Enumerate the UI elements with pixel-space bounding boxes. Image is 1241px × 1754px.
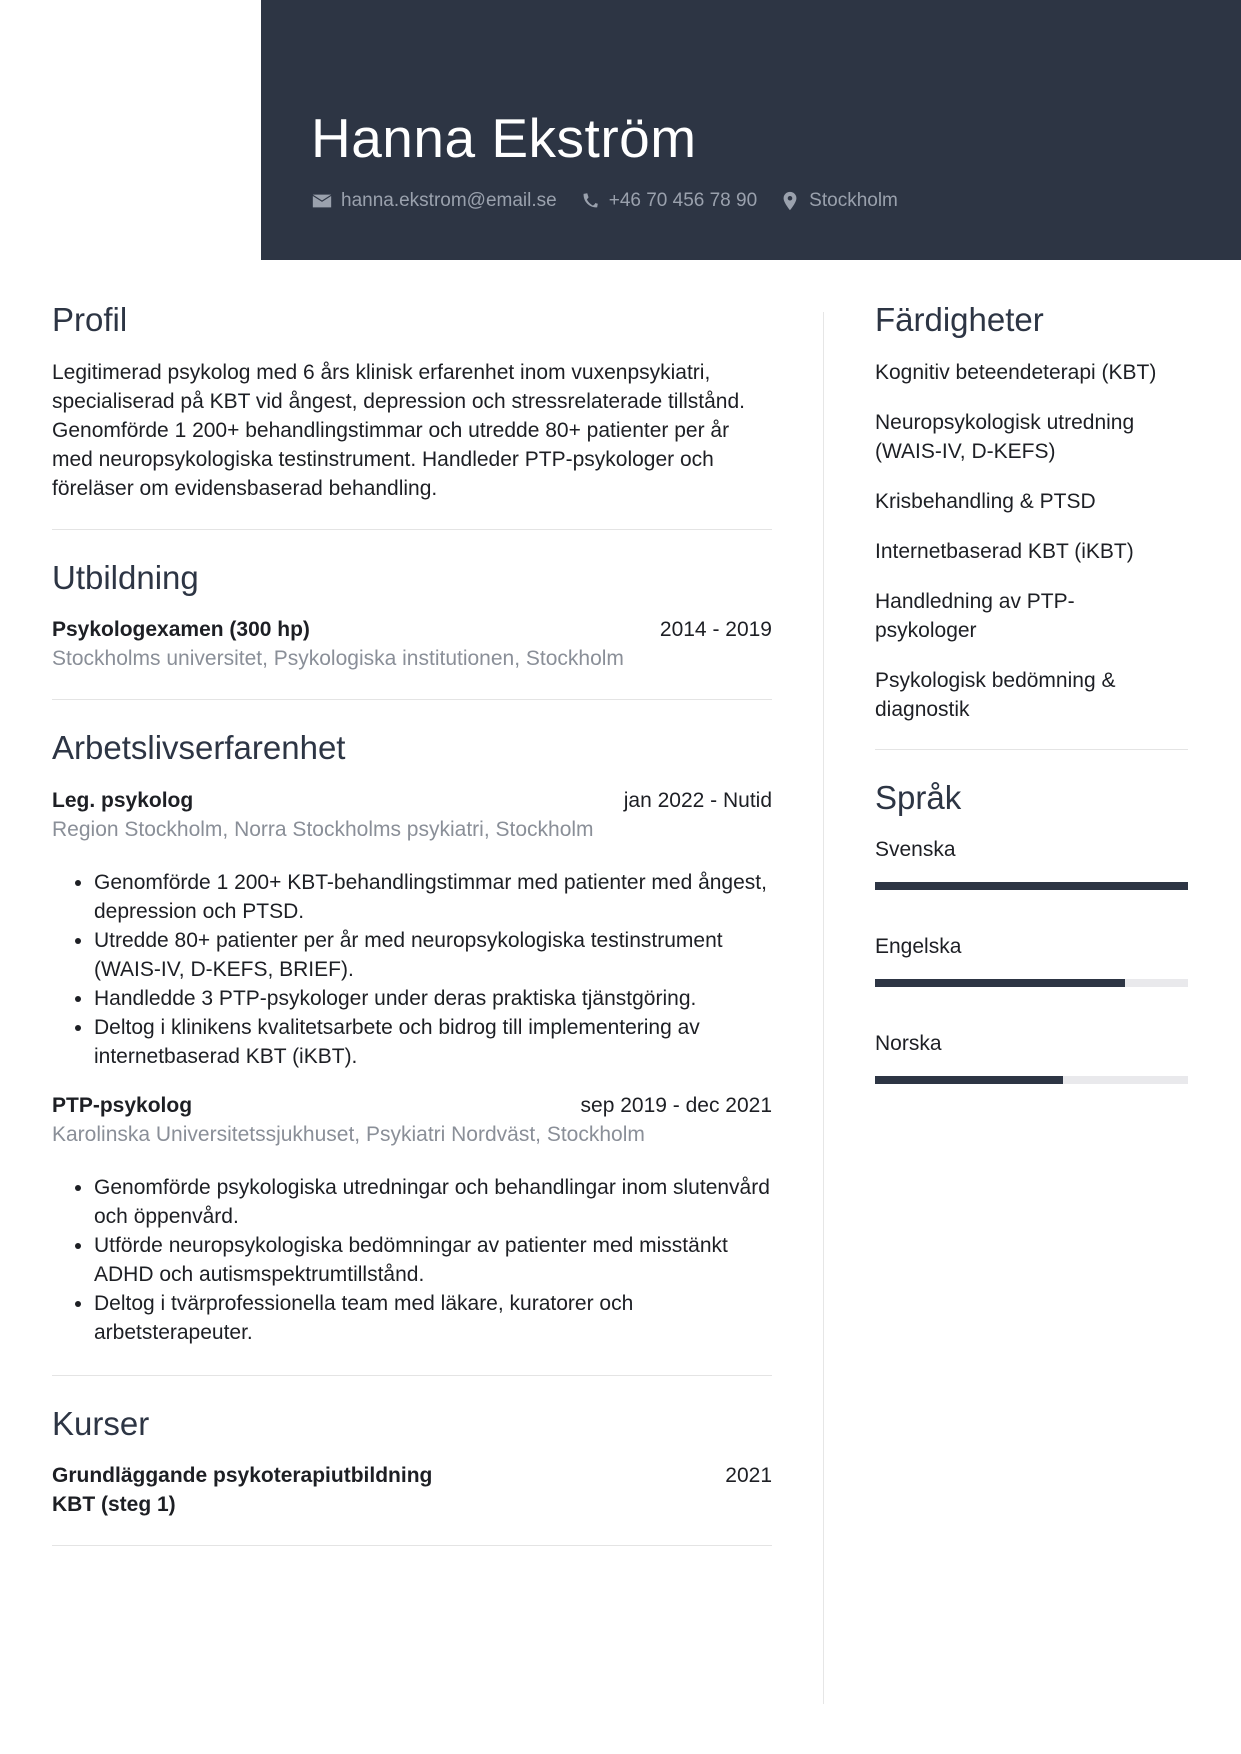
language-level-fill	[875, 1076, 1063, 1084]
language-name: Norska	[875, 1032, 942, 1056]
language-level-bar	[875, 979, 1188, 987]
job-employer: Karolinska Universitetssjukhuset, Psykiatri Nordväst, Stockholm	[52, 1122, 645, 1146]
envelope-icon	[311, 190, 333, 212]
list-item: • Utredde 80+ patienter per år med neuropsykologiska testinstrument (WAIS-IV, D-KEFS, BRIEF).	[94, 926, 772, 984]
main-column	[52, 300, 772, 1546]
list-item: • Handledde 3 PTP-psykologer under deras praktiska tjänstgöring.	[94, 984, 772, 1013]
job-title: Leg. psykolog	[52, 788, 194, 812]
education-degree: Psykologexamen (300 hp)	[52, 618, 310, 642]
side-column	[875, 300, 1188, 1126]
experience-section	[52, 700, 772, 1376]
course-date: 2021	[725, 1464, 772, 1488]
job-date: jan 2022 - Nutid	[623, 788, 772, 812]
courses-section	[52, 1376, 772, 1547]
section-title-experience: Arbetslivserfarenhet	[52, 729, 346, 767]
list-item: • Genomförde 1 200+ KBT-behandlingstimmar med patienter med ångest, depression och PTSD.	[94, 868, 772, 926]
job-date: sep 2019 - dec 2021	[580, 1093, 772, 1117]
profile-section	[52, 300, 772, 530]
contact-email[interactable]	[311, 190, 557, 212]
job-employer: Region Stockholm, Norra Stockholms psykiatri, Stockholm	[52, 817, 594, 841]
course-title: Grundläggande psykoterapiutbildning KBT (steg 1)	[52, 1464, 433, 1517]
languages-section	[875, 750, 1188, 1085]
job-title: PTP-psykolog	[52, 1093, 193, 1117]
education-entry	[52, 615, 772, 673]
candidate-name: Hanna Ekström	[311, 107, 697, 169]
education-date: 2014 - 2019	[659, 618, 772, 642]
language-level-bar	[875, 882, 1188, 890]
list-item: • Genomförde psykologiska utredningar och behandlingar inom slutenvård och öppenvård.	[94, 1173, 772, 1231]
skill-item: Kognitiv beteendeterapi (KBT)	[875, 360, 1157, 384]
contact-phone[interactable]	[579, 190, 757, 212]
job-bullets	[52, 868, 772, 1071]
job-bullets	[52, 1173, 772, 1347]
list-item: • Utförde neuropsykologiska bedömningar av patienter med misstänkt ADHD och autismspektrumtillstånd.	[94, 1231, 772, 1289]
language-level-fill	[875, 882, 1188, 890]
phone-icon	[579, 190, 601, 212]
language-name: Engelska	[875, 935, 962, 959]
skill-item: Krisbehandling & PTSD	[875, 489, 1096, 513]
language-level-bar	[875, 1076, 1188, 1084]
section-title-skills: Färdigheter	[875, 301, 1044, 338]
contact-row	[311, 190, 920, 212]
section-title-profile: Profil	[52, 301, 128, 338]
profile-text: Legitimerad psykolog med 6 års klinisk erfarenhet inom vuxenpsykiatri, specialiserad på KBT vid ångest, depression och stressrelaterade tillstånd. Genomförde 1 200+ behandlingstimmar och utredde 80+ patienter per år med neuropsykologiska testinstrument. Handleder PTP-psykologer och föreläser om evidensbaserad behandling.	[52, 360, 745, 500]
list-item: • Deltog i klinikens kvalitetsarbete och bidrog till implementering av internetbaserad KBT (iKBT).	[94, 1013, 772, 1071]
map-pin-icon	[779, 190, 801, 212]
education-section	[52, 530, 772, 701]
list-item: • Deltog i tvärprofessionella team med läkare, kuratorer och arbetsterapeuter.	[94, 1289, 772, 1347]
language-level-fill	[875, 979, 1125, 987]
phone-text: +46 70 456 78 90	[608, 190, 758, 211]
language-name: Svenska	[875, 838, 956, 862]
column-divider	[823, 312, 824, 1704]
email-text: hanna.ekstrom@email.se	[341, 190, 557, 211]
skill-item: Internetbaserad KBT (iKBT)	[875, 539, 1134, 563]
skill-item: Handledning av PTP-psykologer	[875, 589, 1075, 642]
course-entry	[52, 1461, 772, 1519]
experience-entry	[52, 1091, 772, 1347]
skills-section	[875, 300, 1188, 750]
skill-item: Psykologisk bedömning & diagnostik	[875, 668, 1116, 721]
experience-entry	[52, 786, 772, 1071]
header-banner	[261, 0, 1241, 260]
section-title-education: Utbildning	[52, 558, 199, 596]
education-school: Stockholms universitet, Psykologiska institutionen, Stockholm	[52, 647, 624, 671]
section-title-courses: Kurser	[52, 1404, 150, 1442]
contact-location	[779, 190, 898, 212]
section-title-languages: Språk	[875, 778, 962, 816]
skill-item: Neuropsykologisk utredning (WAIS-IV, D-KEFS)	[875, 410, 1135, 463]
location-text: Stockholm	[809, 190, 898, 211]
